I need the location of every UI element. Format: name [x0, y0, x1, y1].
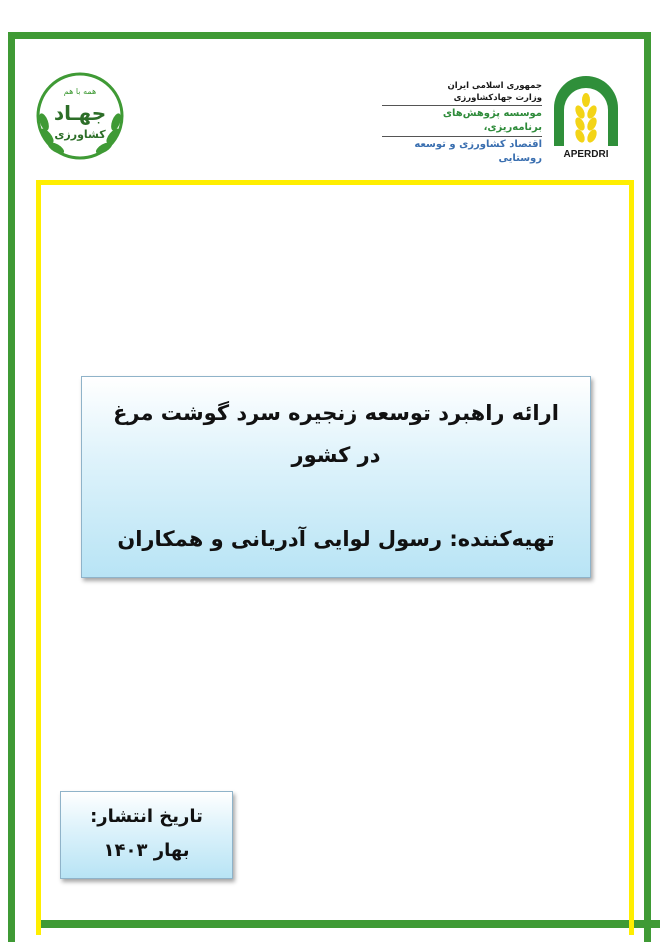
aperdri-label: APERDRI	[563, 149, 609, 160]
organization-header-text	[382, 80, 542, 166]
report-title-line1: ارائه راهبرد توسعه زنجیره سرد گوشت مرغ	[113, 401, 559, 425]
aperdri-logo	[548, 74, 624, 160]
org-divider-2	[382, 136, 542, 137]
org-institute-line2: اقتصاد کشاورزی و توسعه روستایی	[414, 139, 542, 164]
report-title-line2: در کشور	[291, 443, 381, 467]
org-country-line: جمهوری اسلامی ایران	[447, 81, 542, 91]
badge-top-text: همه با هم	[63, 87, 97, 96]
report-author: تهیه‌کننده: رسول لوایی آدریانی و همکاران	[117, 527, 555, 551]
badge-main-word: جهـاد	[53, 101, 107, 125]
publication-date-value: بهار ۱۴۰۳	[103, 840, 190, 861]
org-institute-line1: موسسه پژوهش‌های برنامه‌ریزی،	[442, 108, 542, 133]
org-divider	[382, 105, 542, 106]
publication-date-label: تاریخ انتشار:	[90, 806, 203, 827]
org-ministry-line: وزارت جهادکشاورزی	[453, 93, 542, 103]
publication-date-box	[60, 791, 233, 879]
jahad-keshavarzi-badge-logo	[30, 70, 130, 162]
report-title-box	[81, 376, 591, 578]
badge-sub-word: کشاورزی	[54, 128, 106, 141]
